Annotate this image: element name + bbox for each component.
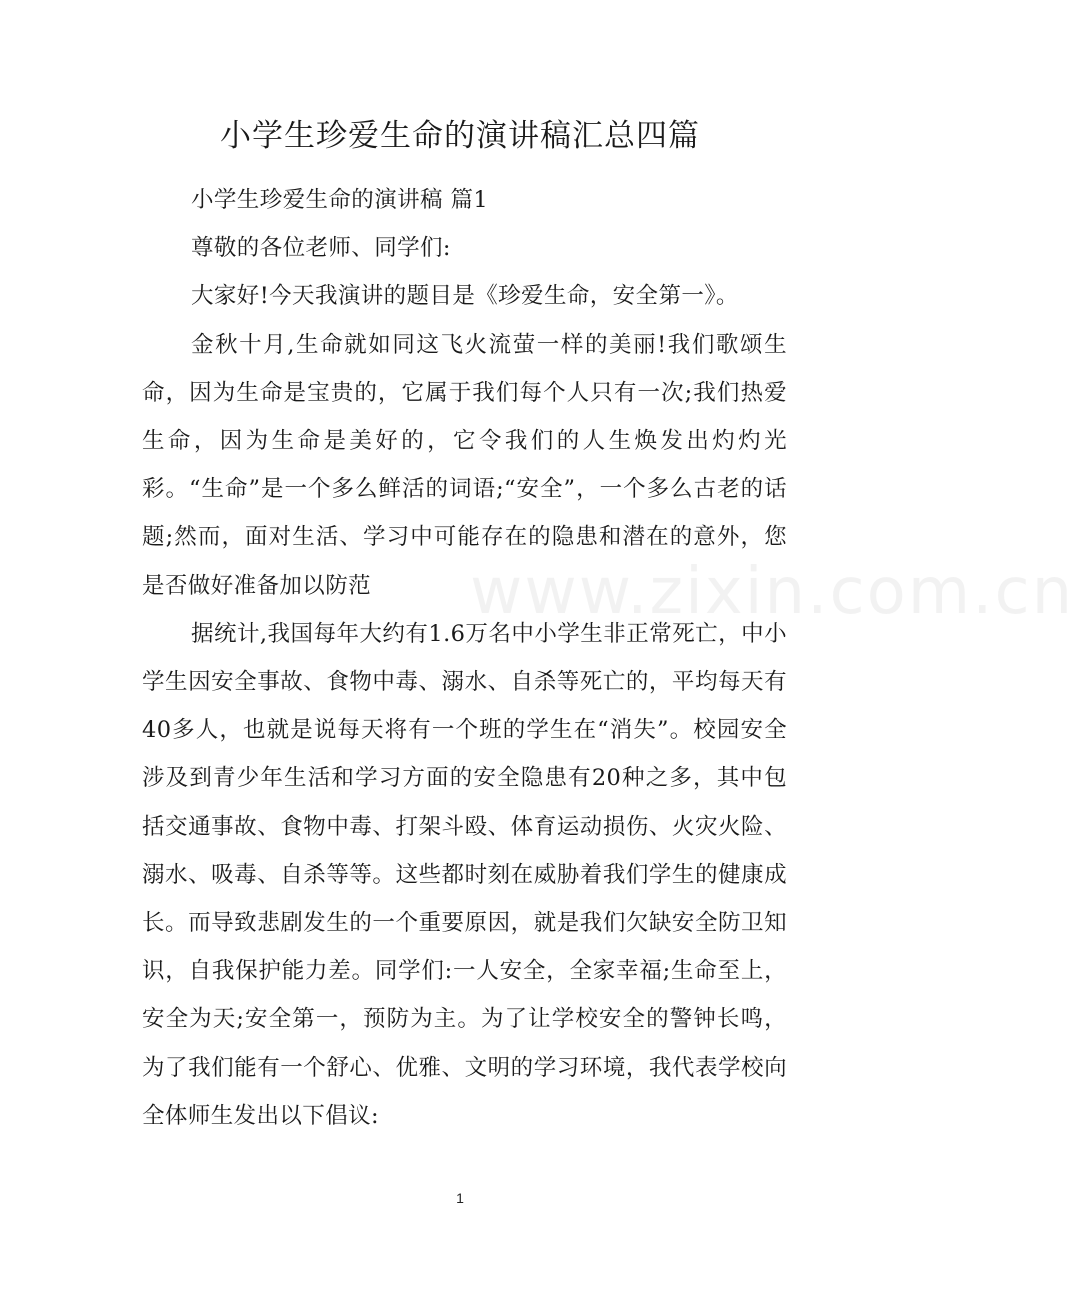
greeting-paragraph: 大家好!今天我演讲的题目是《珍爱生命，安全第一》。 — [191, 283, 739, 310]
document-title: 小学生珍爱生命的演讲稿汇总四篇 — [220, 118, 700, 154]
body-paragraph: 金秋十月,生命就如同这飞火流萤一样的美丽!我们歌颂生命，因为生命是宝贵的，它属于我们每个人只有一次;我们热爱生命，因为生命是美好的，它令我们的人生焕发出灼灼光彩。“生命”是一个多么鲜活的词语;“安全”，一个多么古老的话题;然而，面对生活、学习中可能存在的隐患和潜在的意外，您是否做好准备加以防范 — [142, 331, 787, 599]
page-number: 1 — [456, 1190, 464, 1206]
document-body — [142, 176, 787, 1140]
body-paragraph: 据统计,我国每年大约有1.6万名中小学生非正常死亡，中小学生因安全事故、食物中毒、溺水、自杀等死亡的，平均每天有40多人，也就是说每天将有一个班的学生在“消失”。校园安全涉及到青少年生活和学习方面的安全隐患有20种之多，其中包括交通事故、食物中毒、打架斗殴、体育运动损伤、火灾火险、溺水、吸毒、自杀等等。这些都时刻在威胁着我们学生的健康成长。而导致悲剧发生的一个重要原因，就是我们欠缺安全防卫知识，自我保护能力差。同学们:一人安全，全家幸福;生命至上，安全为天;安全第一，预防为主。为了让学校安全的警钟长鸣，为了我们能有一个舒心、优雅、文明的学习环境，我代表学校向全体师生发出以下倡议: — [142, 620, 787, 1129]
salutation: 尊敬的各位老师、同学们: — [191, 235, 451, 262]
watermark: www.zixin.com.cn — [470, 555, 1074, 629]
section-heading: 小学生珍爱生命的演讲稿 篇1 — [191, 187, 489, 213]
